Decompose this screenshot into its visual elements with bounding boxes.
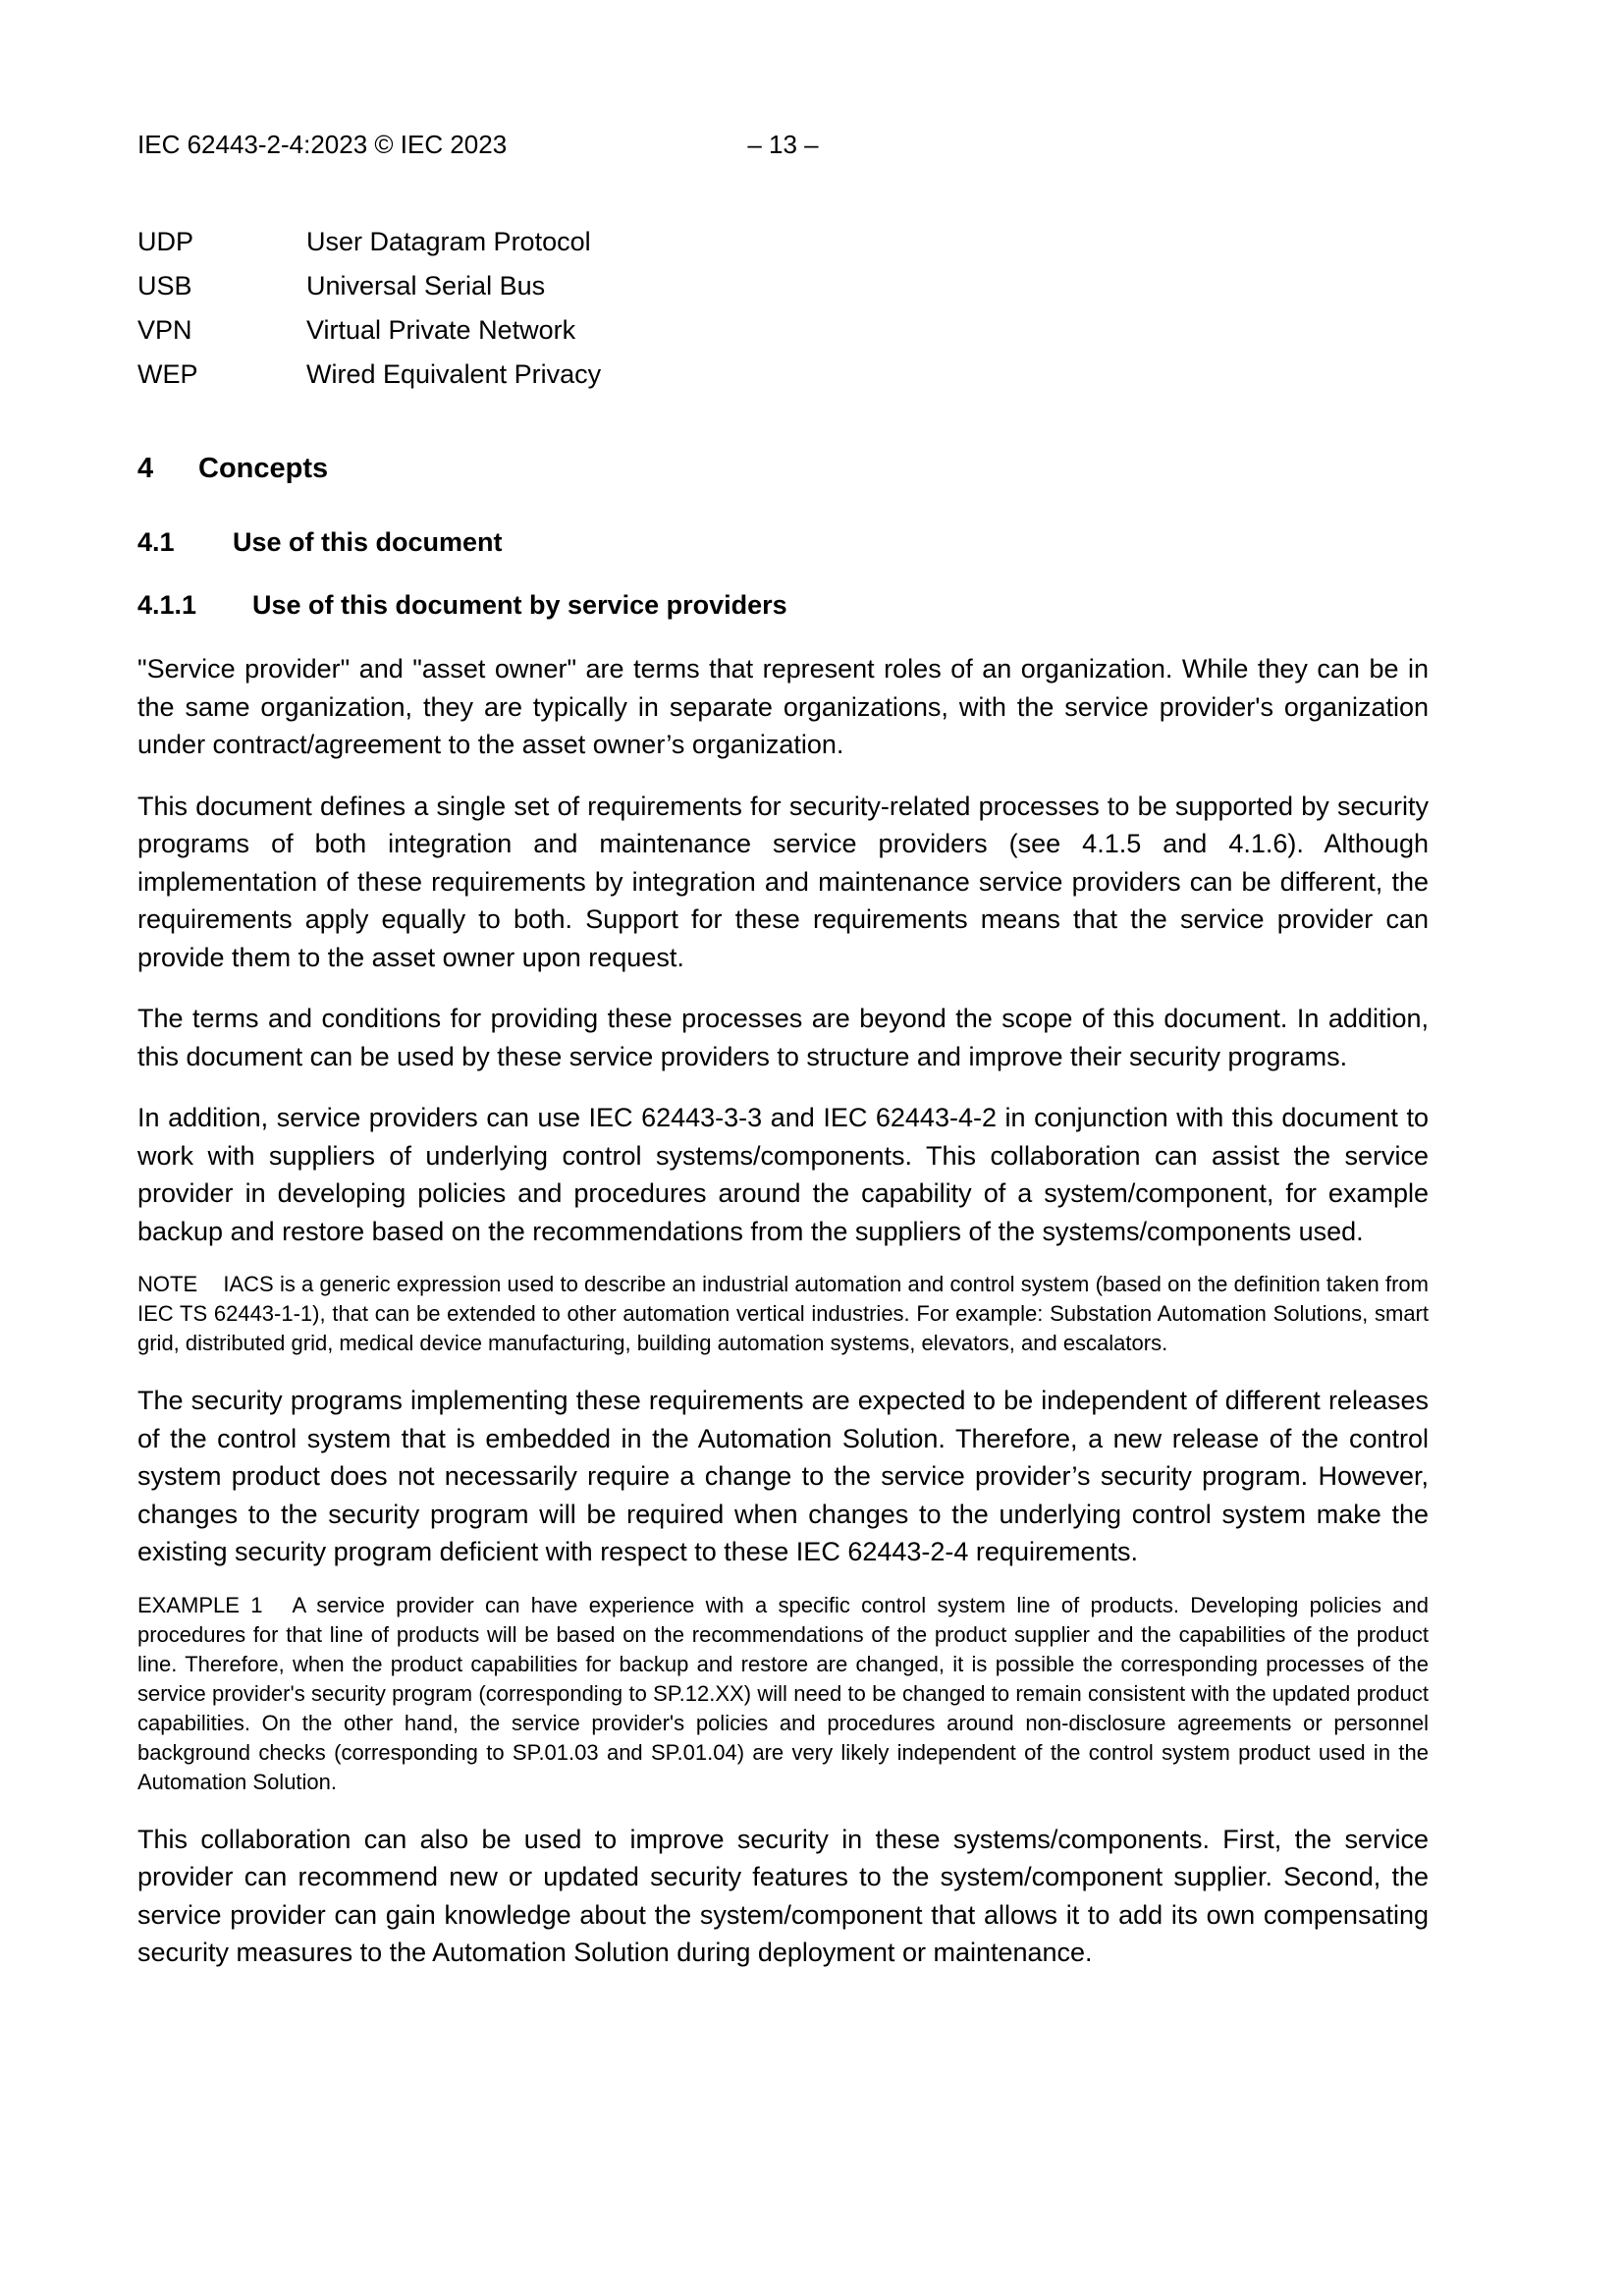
note-paragraph [137,1270,1429,1358]
body-paragraph: "Service provider" and "asset owner" are terms that represent roles of an organization. While they can be in the same organization, they are typically in separate organizations, with the service provider's organization under contract/agreement to the asset owner’s organization. [137,654,1429,759]
example-paragraph [137,1591,1429,1797]
section-number: 4 [137,453,154,484]
note-text: IACS is a generic expression used to describe an industrial automation and control system (based on the definition taken from IEC TS 62443-1-1), that can be extended to other automation vertical industries. For example: Substation Automation Solutions, smart grid, distributed grid, medical device manufacturing, building automation systems, elevators, and escalators. [137,1272,1429,1355]
body-paragraph: The security programs implementing these requirements are expected to be independent of different releases of the control system that is embedded in the Automation Solution. Therefore, a new release of the control system product does not necessarily require a change to the service provider’s security program. However, changes to the security program will be required when changes to the underlying control system make the existing security program deficient with respect to these IEC 62443-2-4 requirements. [137,1386,1429,1566]
page-number: – 13 – [747,130,819,159]
abbreviation-definition: Universal Serial Bus [306,271,546,301]
body-paragraph: In addition, service providers can use IEC 62443-3-3 and IEC 62443-4-2 in conjunction with this document to work with suppliers of underlying control systems/components. This collaboration can assist the service provider in developing policies and procedures around the capability of a system/component, for example backup and restore based on the recommendations from the suppliers of the systems/components used. [137,1103,1429,1246]
body-paragraph: This collaboration can also be used to improve security in these systems/components. First, the service provider can recommend new or updated security features to the system/component supplier. Second, the service provider can gain knowledge about the system/component that allows it to add its own compensating security measures to the Automation Solution during deployment or maintenance. [137,1824,1429,1967]
body-paragraph: The terms and conditions for providing these processes are beyond the scope of this document. In addition, this document can be used by these service providers to structure and improve their security programs. [137,1004,1429,1071]
abbreviation-definition: User Datagram Protocol [306,227,591,256]
running-header [137,130,1429,159]
abbreviation-definition: Wired Equivalent Privacy [306,359,602,389]
subsubsection-heading [137,589,1429,621]
example-text: A service provider can have experience with a specific control system line of products. Developing policies and procedures for that line of products will be based on the recommendations of the product supplier and the capabilities of the product line. Therefore, when the product capabilities for backup and restore are changed, it is possible the corresponding processes of the service provider's security program (corresponding to SP.12.XX) will need to be changed to remain consistent with the updated product capabilities. On the other hand, the service provider's policies and procedures around non-disclosure agreements or personnel background checks (corresponding to SP.01.03 and SP.01.04) are very likely independent of the control system product used in the Automation Solution. [137,1592,1429,1794]
section-heading [137,452,1429,485]
subsection-title: Use of this document [233,527,503,557]
abbreviation-list [137,220,1429,397]
subsubsection-title: Use of this document by service providers [252,590,787,620]
abbreviation-term: WEP [137,359,198,389]
list-item [137,308,1429,353]
note-label: NOTE [137,1272,198,1296]
abbreviation-term: VPN [137,315,192,345]
body-paragraph: This document defines a single set of requirements for security-related processes to be supported by security programs of both integration and maintenance service providers (see 4.1.5 and 4.1.6). Although implementation of these requirements by integration and maintenance service providers can be different, the requirements apply equally to both. Support for these requirements means that the service provider can provide them to the asset owner upon request. [137,791,1429,972]
subsection-number: 4.1 [137,527,175,557]
subsubsection-number: 4.1.1 [137,590,197,620]
list-item [137,353,1429,397]
section-title: Concepts [198,453,329,484]
list-item [137,264,1429,308]
list-item [137,220,1429,264]
abbreviation-definition: Virtual Private Network [306,315,576,345]
example-label: EXAMPLE 1 [137,1592,263,1617]
subsection-heading [137,526,1429,558]
abbreviation-term: USB [137,271,192,301]
document-reference: IEC 62443-2-4:2023 © IEC 2023 [137,130,508,159]
abbreviation-term: UDP [137,227,194,256]
